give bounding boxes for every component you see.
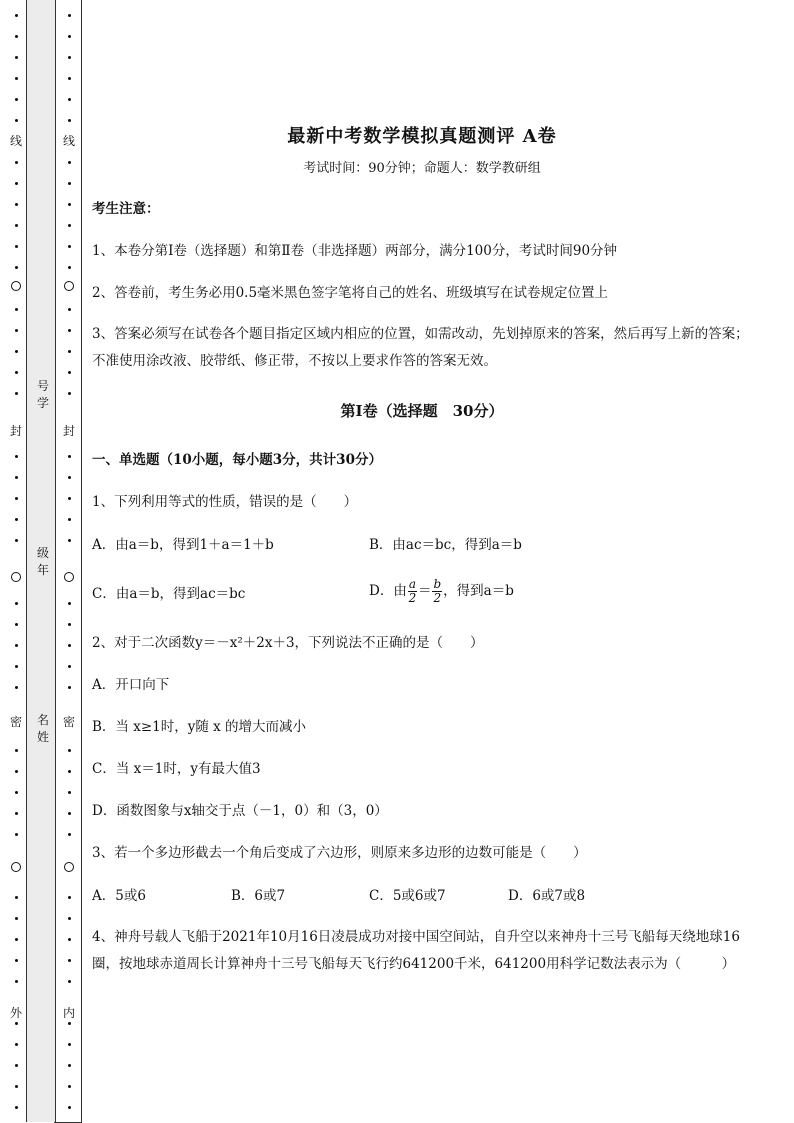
binding-dot	[68, 266, 71, 269]
binding-dot	[68, 1064, 71, 1067]
question-3-stem: 3、若一个多边形截去一个角后变成了六边形，则原来多边形的边数可能是（ ）	[92, 845, 587, 861]
binding-dot	[15, 35, 18, 38]
question-1-option-b: B．由ac＝bc，得到a＝b	[369, 537, 522, 553]
binding-dot	[68, 56, 71, 59]
binding-hole-marker	[64, 862, 74, 872]
binding-dot	[15, 644, 18, 647]
binding-dot	[15, 623, 18, 626]
binding-dot	[68, 392, 71, 395]
section-heading: 一、单选题（10小题，每小题3分，共计30分）	[92, 452, 382, 468]
binding-dot	[15, 1106, 18, 1109]
option-d-suffix: ，得到a＝b	[443, 583, 514, 599]
binding-dot	[68, 455, 71, 458]
fraction-numerator: b	[433, 577, 442, 591]
binding-dot	[68, 644, 71, 647]
binding-hole-marker	[11, 862, 21, 872]
binding-dot	[68, 812, 71, 815]
outer-mark-feng: 封	[9, 424, 22, 438]
binding-dot	[68, 203, 71, 206]
binding-dot	[15, 1022, 18, 1025]
binding-hole-marker	[11, 572, 21, 582]
notice-item: 3、答案必须写在试卷各个题目指定区域内相应的位置，如需改动，先划掉原来的答案，然后再写上新的答案；不准使用涂改液、胶带纸、修正带，不按以上要求作答的答案无效。	[92, 326, 749, 369]
fraction-denominator: 2	[408, 591, 417, 605]
student-id-field-label: 号学	[36, 379, 49, 410]
name-field-label: 名姓	[36, 713, 49, 744]
question-3-option-d: D．6或7或8	[508, 888, 586, 904]
outer-mark-wai: 外	[9, 1006, 22, 1020]
binding-dot	[68, 686, 71, 689]
binding-dot	[68, 1022, 71, 1025]
binding-dot	[68, 224, 71, 227]
outer-mark-xian: 线	[9, 134, 22, 148]
binding-dot	[68, 602, 71, 605]
notice-item: 1、本卷分第I卷（选择题）和第Ⅱ卷（非选择题）两部分，满分100分，考试时间90分钟	[92, 243, 618, 259]
binding-dot	[68, 35, 71, 38]
notice-item: 2、答卷前，考生务必用0.5毫米黑色签字笔将自己的姓名、班级填写在试卷规定位置上	[92, 285, 609, 301]
binding-dot	[15, 518, 18, 521]
binding-dot	[68, 749, 71, 752]
binding-dot	[15, 686, 18, 689]
binding-dot	[68, 770, 71, 773]
inner-mark-feng: 封	[62, 424, 75, 438]
binding-dot	[68, 938, 71, 941]
binding-dot	[68, 350, 71, 353]
binding-dot	[15, 98, 18, 101]
fraction-denominator: 2	[433, 591, 442, 605]
question-2-option-c: C．当 x＝1时，y有最大值3	[92, 761, 261, 777]
paper-title: 最新中考数学模拟真题测评 A卷	[287, 126, 557, 147]
binding-dot	[15, 539, 18, 542]
binding-dot	[68, 371, 71, 374]
binding-dot	[68, 182, 71, 185]
option-d-prefix: D．由	[369, 583, 407, 599]
question-3-option-b: B．6或7	[231, 888, 286, 904]
binding-margin	[0, 0, 82, 1123]
question-4-stem: 4、神舟号载人飞船于2021年10月16日凌晨成功对接中国空间站，自升空以来神舟十三号飞船每天绕地球16圈，按地球赤道周长计算神舟十三号飞船每天飞行约641200千米，641200用科学记数法表示为（ ）	[92, 929, 740, 972]
fraction-a-over-2	[408, 578, 417, 605]
binding-dot	[68, 1106, 71, 1109]
binding-dot	[15, 1043, 18, 1046]
binding-dot	[15, 896, 18, 899]
binding-dot	[68, 665, 71, 668]
binding-dot	[15, 371, 18, 374]
binding-dot	[15, 959, 18, 962]
binding-dot	[15, 392, 18, 395]
question-2-option-d: D．函数图象与x轴交于点（－1，0）和（3，0）	[92, 803, 388, 819]
binding-dot	[68, 917, 71, 920]
binding-dot	[15, 266, 18, 269]
binding-hole-marker	[64, 572, 74, 582]
binding-dot	[15, 77, 18, 80]
binding-dot	[68, 980, 71, 983]
binding-dot	[15, 329, 18, 332]
binding-dot	[15, 1064, 18, 1067]
binding-dot	[68, 959, 71, 962]
binding-dot	[68, 329, 71, 332]
binding-dot	[15, 476, 18, 479]
question-2-option-a: A．开口向下	[92, 677, 170, 693]
part-title: 第I卷（选择题 30分）	[340, 402, 504, 420]
binding-dot	[15, 497, 18, 500]
binding-dot	[15, 665, 18, 668]
inner-mark-mi: 密	[62, 715, 75, 729]
question-1-option-c: C．由a＝b，得到ac＝bc	[92, 586, 246, 602]
binding-dot	[15, 1085, 18, 1088]
equals-sign: ＝	[417, 583, 432, 599]
question-3-option-a: A．5或6	[92, 888, 146, 904]
binding-dot	[68, 833, 71, 836]
binding-dot	[15, 749, 18, 752]
binding-dot	[68, 1085, 71, 1088]
binding-dot	[15, 308, 18, 311]
binding-dot	[15, 245, 18, 248]
paper-subtitle: 考试时间：90分钟；命题人：数学教研组	[303, 161, 541, 176]
binding-dot	[68, 476, 71, 479]
notice-heading: 考生注意：	[92, 201, 160, 217]
question-1-option-d	[369, 578, 514, 605]
binding-dot	[15, 812, 18, 815]
binding-dot	[68, 77, 71, 80]
question-1-option-a: A．由a＝b，得到1＋a＝1＋b	[92, 537, 274, 553]
binding-dot	[68, 98, 71, 101]
binding-dot	[15, 791, 18, 794]
binding-dot	[15, 980, 18, 983]
binding-dot	[15, 770, 18, 773]
binding-dot	[68, 14, 71, 17]
binding-dot	[15, 455, 18, 458]
binding-dot	[15, 161, 18, 164]
binding-dot	[68, 161, 71, 164]
inner-mark-nei: 内	[62, 1006, 75, 1020]
binding-dot	[15, 119, 18, 122]
binding-dot	[15, 56, 18, 59]
question-3-option-c: C．5或6或7	[369, 888, 446, 904]
binding-hole-marker	[11, 281, 21, 291]
binding-hole-marker	[64, 281, 74, 291]
binding-dot	[68, 119, 71, 122]
binding-dot	[68, 518, 71, 521]
question-2-option-b: B．当 x≥1时，y随 x 的增大而减小	[92, 719, 307, 735]
binding-dot	[15, 917, 18, 920]
binding-dot	[15, 602, 18, 605]
outer-mark-mi: 密	[9, 715, 22, 729]
inner-mark-xian: 线	[62, 134, 75, 148]
binding-dot	[68, 623, 71, 626]
binding-dot	[15, 938, 18, 941]
binding-dot	[15, 182, 18, 185]
question-2-stem: 2、对于二次函数y＝－x²＋2x＋3，下列说法不正确的是（ ）	[92, 635, 484, 651]
fraction-b-over-2	[432, 578, 442, 605]
binding-dot	[68, 497, 71, 500]
binding-dot	[68, 539, 71, 542]
binding-dot	[68, 308, 71, 311]
binding-dot	[15, 350, 18, 353]
question-1-stem: 1、下列利用等式的性质，错误的是（ ）	[92, 494, 358, 510]
binding-dot	[68, 791, 71, 794]
binding-dot	[68, 896, 71, 899]
class-field-label: 级年	[36, 546, 49, 577]
binding-dot	[15, 224, 18, 227]
binding-dot	[68, 1043, 71, 1046]
binding-dot	[15, 203, 18, 206]
fraction-numerator: a	[408, 577, 416, 591]
binding-dot	[68, 245, 71, 248]
binding-inner-box	[54, 0, 82, 1123]
binding-dot	[15, 14, 18, 17]
binding-dot	[15, 833, 18, 836]
